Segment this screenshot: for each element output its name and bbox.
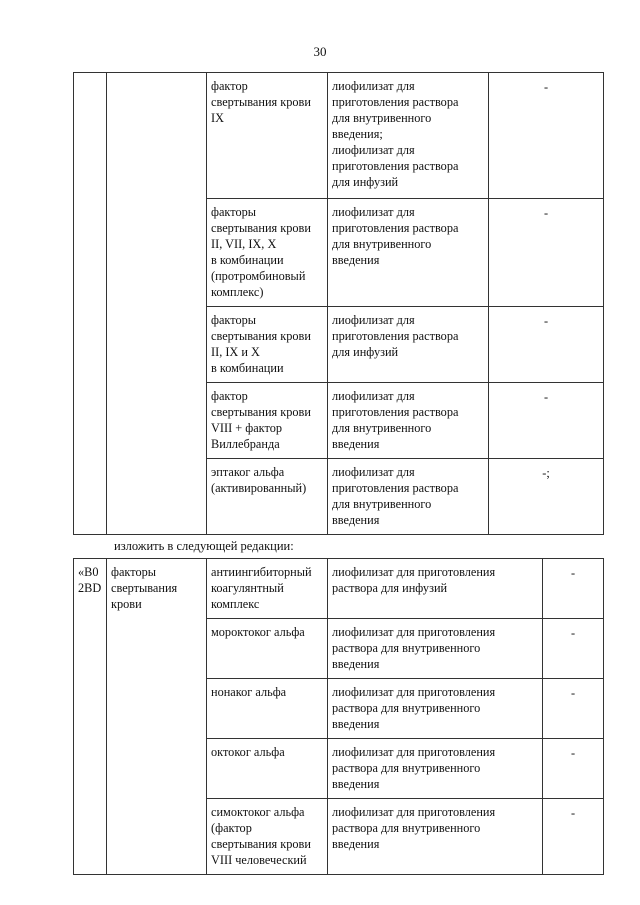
- drug-name-cell: фактор свертывания крови VIII + фактор Виллебранда: [207, 383, 328, 459]
- dosage-form-cell: лиофилизат для приготовления раствора для внутривенного введения: [328, 459, 489, 535]
- drug-name-cell: факторы свертывания крови II, IX и X в комбинации: [207, 307, 328, 383]
- drug-name-cell: мороктоког альфа: [207, 619, 328, 679]
- dosage-form-cell: лиофилизат для приготовления раствора для внутривенного введения: [328, 199, 489, 307]
- table-row: [74, 73, 604, 199]
- drug-name-cell: нонаког альфа: [207, 679, 328, 739]
- drug-name-cell: симоктоког альфа (фактор свертывания крови VIII человеческий: [207, 799, 328, 875]
- dosage-form-cell: лиофилизат для приготовления раствора для внутривенного введения: [328, 799, 543, 875]
- group-cell: факторы свертывания крови: [107, 559, 207, 875]
- drug-name-cell: антиингибиторный коагулянтный комплекс: [207, 559, 328, 619]
- dosage-form-cell: лиофилизат для приготовления раствора для инфузий: [328, 307, 489, 383]
- note-cell: -: [489, 73, 604, 199]
- dosage-form-cell: лиофилизат для приготовления раствора для внутривенного введения; лиофилизат для приготовления раствора для инфузий: [328, 73, 489, 199]
- drug-table-new: [73, 558, 604, 875]
- note-cell: -;: [489, 459, 604, 535]
- instruction-text: изложить в следующей редакции:: [114, 539, 294, 553]
- note-cell: -: [543, 559, 604, 619]
- dosage-form-cell: лиофилизат для приготовления раствора для внутривенного введения: [328, 679, 543, 739]
- table-row: [74, 559, 604, 619]
- note-cell: -: [489, 307, 604, 383]
- dosage-form-cell: лиофилизат для приготовления раствора для внутривенного введения: [328, 619, 543, 679]
- code-cell: «В0 2BD: [74, 559, 107, 875]
- drug-name-cell: октоког альфа: [207, 739, 328, 799]
- drug-name-cell: фактор свертывания крови IX: [207, 73, 328, 199]
- note-cell: -: [489, 199, 604, 307]
- drug-name-cell: факторы свертывания крови II, VII, IX, X в комбинации (протромбиновый комплекс): [207, 199, 328, 307]
- group-cell: [107, 73, 207, 535]
- dosage-form-cell: лиофилизат для приготовления раствора для внутривенного введения: [328, 739, 543, 799]
- dosage-form-cell: лиофилизат для приготовления раствора для инфузий: [328, 559, 543, 619]
- drug-name-cell: эптаког альфа (активированный): [207, 459, 328, 535]
- note-cell: -: [489, 383, 604, 459]
- note-cell: -: [543, 679, 604, 739]
- dosage-form-cell: лиофилизат для приготовления раствора для внутривенного введения: [328, 383, 489, 459]
- note-cell: -: [543, 619, 604, 679]
- drug-table-old: [73, 72, 604, 535]
- note-cell: -: [543, 799, 604, 875]
- code-cell: [74, 73, 107, 535]
- page-number: 30: [313, 44, 327, 59]
- note-cell: -: [543, 739, 604, 799]
